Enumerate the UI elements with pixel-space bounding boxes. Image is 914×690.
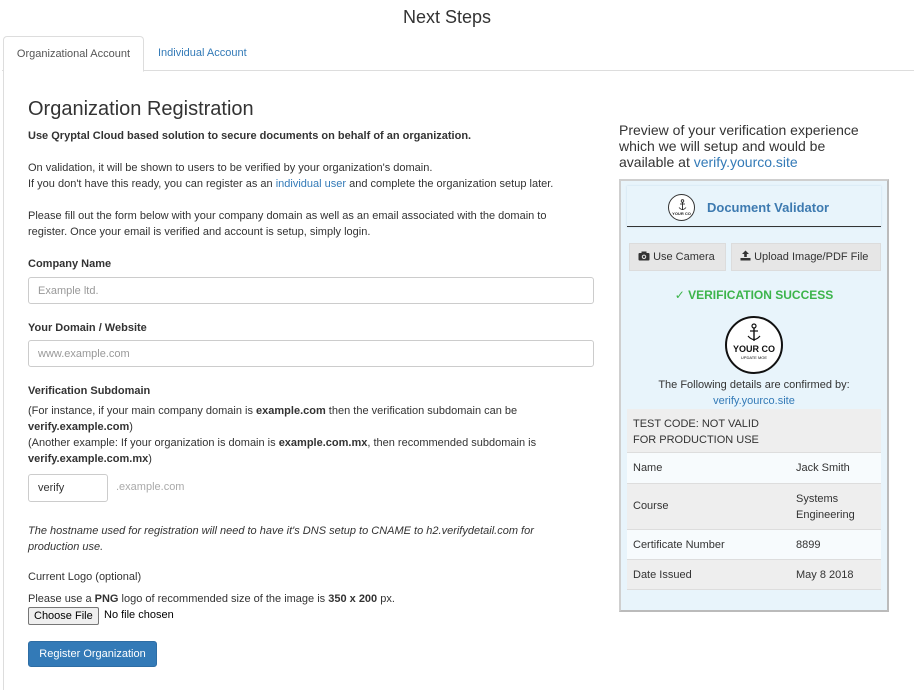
subdomain-help-line-1 bbox=[28, 403, 536, 419]
sub-p1-bold-1: example.com bbox=[256, 405, 326, 417]
preview-intro-line-3 bbox=[619, 154, 899, 170]
validation-text bbox=[28, 160, 553, 192]
domain-input[interactable] bbox=[28, 340, 594, 367]
sub-p1-post: ) bbox=[129, 421, 133, 433]
anchor-icon bbox=[669, 195, 696, 222]
validation-line-2 bbox=[28, 176, 553, 192]
validator-logo bbox=[668, 194, 695, 221]
validation-line-1: On validation, it will be shown to users to be verified by your organization's domain. bbox=[28, 162, 433, 174]
subdomain-help-line-3 bbox=[28, 435, 536, 451]
sub-p2-bold-2: verify.example.com.mx bbox=[28, 453, 149, 465]
intro-text: Use Qryptal Cloud based solution to secure documents on behalf of an organization. bbox=[28, 130, 472, 142]
camera-icon bbox=[638, 251, 650, 261]
form-heading: Organization Registration bbox=[28, 98, 254, 120]
row-value: 8899 bbox=[796, 539, 821, 551]
logo-help-bold-1: PNG bbox=[94, 593, 119, 605]
sub-p2-pre: (Another example: If your organization is domain is bbox=[28, 437, 279, 449]
individual-user-link[interactable]: individual user bbox=[275, 178, 347, 190]
tab-bar bbox=[2, 36, 914, 71]
confirm-text bbox=[619, 377, 889, 409]
row-label: Course bbox=[633, 500, 669, 512]
instructions-line-1: Please fill out the form below with your company domain as well as an email associated with the domain to bbox=[28, 210, 547, 222]
confirm-site-link[interactable]: verify.yourco.site bbox=[713, 395, 795, 407]
instructions-text bbox=[28, 208, 546, 240]
logo-optional: (optional) bbox=[92, 571, 142, 583]
preview-intro-line-1: Preview of your verification experience bbox=[619, 122, 859, 138]
row-label: Date Issued bbox=[633, 569, 692, 581]
sub-p1-pre: (For instance, if your main company domain is bbox=[28, 405, 257, 417]
use-camera-button[interactable] bbox=[629, 243, 726, 271]
subdomain-help-line-4 bbox=[28, 451, 536, 467]
subdomain-input[interactable] bbox=[28, 474, 108, 502]
logo-help bbox=[28, 591, 395, 607]
sub-p2-mid: , then recommended subdomain is bbox=[367, 437, 537, 449]
table-row bbox=[627, 484, 881, 530]
upload-file-label: Upload Image/PDF File bbox=[754, 251, 869, 263]
test-code-line-2: FOR PRODUCTION USE bbox=[633, 434, 759, 446]
dns-note-line-1: The hostname used for registration will need to have it's DNS setup to CNAME to h2.verifydetail.com for bbox=[28, 525, 534, 537]
sub-p1-bold-2: verify.example.com bbox=[28, 421, 130, 433]
logo-help-mid: logo of recommended size of the image is bbox=[118, 593, 329, 605]
preview-intro-pre: available at bbox=[619, 154, 694, 170]
logo-help-pre: Please use a bbox=[28, 593, 95, 605]
row-value-line-2: Engineering bbox=[796, 509, 855, 521]
company-name-input[interactable] bbox=[28, 277, 594, 304]
seal-text: YOUR CO bbox=[732, 344, 775, 354]
validator-title: Document Validator bbox=[707, 200, 830, 215]
logo-label-text: Current Logo bbox=[28, 571, 93, 583]
seal-subtext: UPDATE MOE bbox=[740, 355, 768, 360]
table-row bbox=[627, 453, 881, 484]
validator-logo-text: YOUR CO bbox=[672, 211, 691, 216]
choose-file-button[interactable]: Choose File bbox=[28, 607, 99, 625]
page-title: Next Steps bbox=[402, 7, 492, 27]
preview-intro bbox=[619, 122, 899, 170]
table-row bbox=[627, 530, 881, 560]
tab-individual-account[interactable]: Individual Account bbox=[158, 47, 247, 59]
row-value: May 8 2018 bbox=[796, 569, 854, 581]
row-label: Certificate Number bbox=[633, 539, 725, 551]
row-value bbox=[796, 491, 855, 523]
verification-success: ✓ VERIFICATION SUCCESS bbox=[674, 288, 834, 302]
test-code-text bbox=[633, 416, 759, 448]
preview-site-link[interactable]: verify.yourco.site bbox=[693, 154, 798, 170]
subdomain-label: Verification Subdomain bbox=[28, 385, 151, 397]
validation-line-2-post: and complete the organization setup later. bbox=[346, 178, 554, 190]
company-name-label: Company Name bbox=[28, 258, 112, 270]
use-camera-label: Use Camera bbox=[653, 251, 715, 263]
subdomain-help-line-2 bbox=[28, 419, 536, 435]
file-status: No file chosen bbox=[104, 609, 174, 621]
sub-p2-post: ) bbox=[148, 453, 152, 465]
test-code-line-1: TEST CODE: NOT VALID bbox=[633, 418, 759, 430]
subdomain-help bbox=[28, 403, 536, 467]
logo-help-bold-2: 350 x 200 bbox=[328, 593, 378, 605]
domain-label: Your Domain / Website bbox=[28, 322, 147, 334]
validation-line-2-pre: If you don't have this ready, you can register as an bbox=[28, 178, 276, 190]
sub-p1-mid: then the verification subdomain can be bbox=[325, 405, 518, 417]
row-label: Name bbox=[633, 462, 663, 474]
instructions-line-2: register. Once your email is verified and account is setup, simply login. bbox=[28, 226, 371, 238]
company-seal bbox=[725, 316, 783, 374]
upload-icon bbox=[740, 250, 751, 261]
dns-note-line-2: production use. bbox=[28, 541, 104, 553]
table-row bbox=[627, 560, 881, 590]
tab-organizational-account[interactable]: Organizational Account bbox=[3, 36, 144, 72]
sub-p2-bold-1: example.com.mx bbox=[278, 437, 368, 449]
confirm-line: The Following details are confirmed by: bbox=[658, 379, 850, 391]
row-value: Jack Smith bbox=[796, 462, 850, 474]
logo-label bbox=[28, 569, 141, 585]
dns-note bbox=[28, 523, 534, 555]
row-value-line-1: Systems bbox=[796, 493, 839, 505]
subdomain-suffix: .example.com bbox=[116, 481, 185, 493]
test-code-row bbox=[627, 409, 881, 453]
register-organization-button[interactable]: Register Organization bbox=[28, 641, 157, 667]
preview-intro-line-2: which we will setup and would be bbox=[619, 138, 826, 154]
logo-help-post: px. bbox=[377, 593, 395, 605]
upload-file-button[interactable] bbox=[731, 243, 881, 271]
